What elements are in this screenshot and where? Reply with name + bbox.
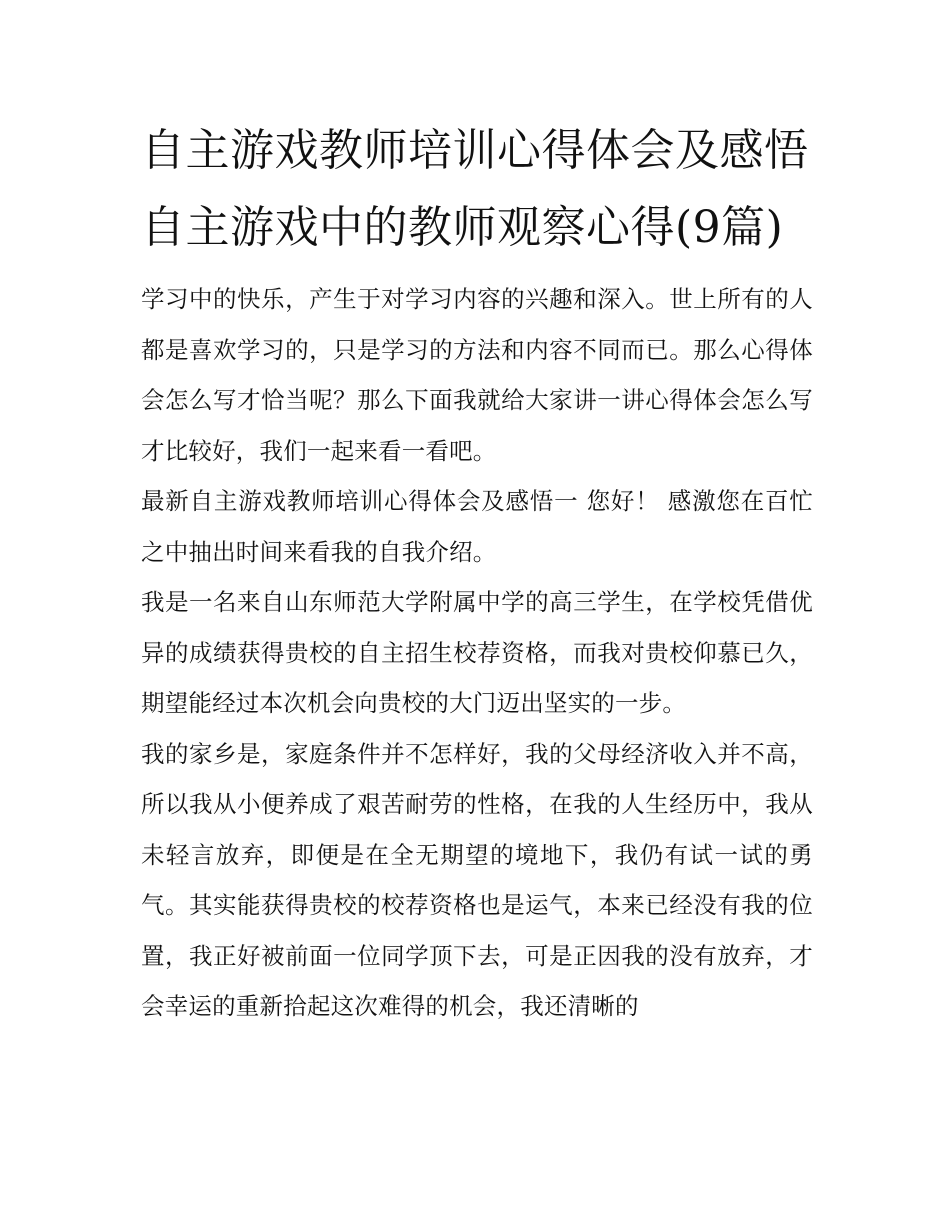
paragraph-intro: 学习中的快乐，产生于对学习内容的兴趣和深入。世上所有的人都是喜欢学习的，只是学习的方法和内容不同而已。那么心得体会怎么写才恰当呢？那么下面我就给大家讲一讲心得体会怎么写才比较好，我们一起来看一看吧。 [141,285,813,465]
document-body [141,112,813,1032]
paragraph-self-intro: 我是一名来自山东师范大学附属中学的高三学生，在学校凭借优异的成绩获得贵校的自主招生校荐资格，而我对贵校仰慕已久，期望能经过本次机会向贵校的大门迈出坚实的一步。 [141,588,813,717]
document-title: 自主游戏教师培训心得体会及感悟 自主游戏中的教师观察心得(9篇) [141,125,809,253]
paragraph-greeting: 最新自主游戏教师培训心得体会及感悟一 您好！ 感激您在百忙之中抽出时间来看我的自我介绍。 [141,487,813,566]
paragraph-family: 我的家乡是，家庭条件并不怎样好，我的父母经济收入并不高，所以我从小便养成了艰苦耐劳的性格，在我的人生经历中，我从未轻言放弃，即便是在全无期望的境地下，我仍有试一试的勇气。其实能获得贵校的校荐资格也是运气，本来已经没有我的位置，我正好被前面一位同学顶下去，可是正因我的没有放弃，才会幸运的重新拾起这次难得的机会，我还清晰的 [141,739,813,1020]
